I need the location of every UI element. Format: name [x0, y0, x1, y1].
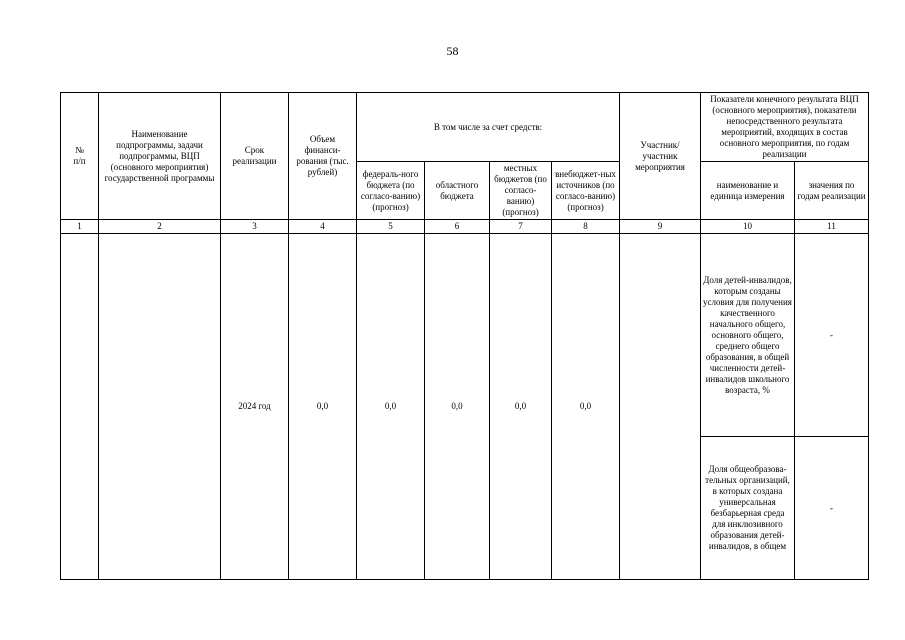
cell-local: 0,0 [490, 234, 552, 580]
header-total: Объем финанси-рования (тыс. рублей) [289, 93, 357, 220]
header-extrabudget: внебюджет-ных источников (по согласо-ванию) (прогноз) [552, 162, 620, 220]
cell-regional: 0,0 [425, 234, 490, 580]
cell-extrabudget: 0,0 [552, 234, 620, 580]
program-table [60, 92, 869, 580]
column-number: 8 [552, 220, 620, 234]
header-funding-group: В том числе за счет средств: [357, 93, 620, 162]
indicator-value: - [795, 437, 869, 580]
header-name: Наименование подпрограммы, задачи подпрограммы, ВЦП (основного мероприятия) государственной программы [99, 93, 221, 220]
cell-participant [620, 234, 701, 580]
column-number: 11 [795, 220, 869, 234]
header-participant: Участник/ участник мероприятия [620, 93, 701, 220]
column-number: 3 [221, 220, 289, 234]
column-number-row [61, 220, 869, 234]
column-number: 1 [61, 220, 99, 234]
column-number: 2 [99, 220, 221, 234]
cell-federal: 0,0 [357, 234, 425, 580]
header-indicator-value: значения по годам реализации [795, 162, 869, 220]
header-number: № п/п [61, 93, 99, 220]
header-regional: областного бюджета [425, 162, 490, 220]
column-number: 4 [289, 220, 357, 234]
header-federal: федераль-ного бюджета (по согласо-ванию) (прогноз) [357, 162, 425, 220]
cell-total: 0,0 [289, 234, 357, 580]
indicator-value: - [795, 234, 869, 437]
indicator-name: Доля общеобразова-тельных организаций, в которых создана универсальная безбарьерная среда для инклюзивного образования детей-инвалидов, в общем [701, 437, 795, 580]
page-number: 58 [446, 44, 459, 58]
column-number: 5 [357, 220, 425, 234]
header-indicator-name: наименование и единица измерения [701, 162, 795, 220]
cell-period: 2024 год [221, 234, 289, 580]
column-number: 7 [490, 220, 552, 234]
header-row-1 [61, 93, 869, 162]
indicator-name: Доля детей-инвалидов, которым созданы условия для получения качественного начального общего, основного общего, среднего общего образования, в общей численности детей-инвалидов школьного возраста, % [701, 234, 795, 437]
cell-name [99, 234, 221, 580]
header-period: Срок реализации [221, 93, 289, 220]
cell-number [61, 234, 99, 580]
header-indicators-group: Показатели конечного результата ВЦП (основного мероприятия), показатели непосредственного результата мероприятий, входящих в состав основного мероприятия, по годам реализации [701, 93, 869, 162]
column-number: 6 [425, 220, 490, 234]
column-number: 10 [701, 220, 795, 234]
data-row [61, 234, 869, 437]
column-number: 9 [620, 220, 701, 234]
header-local: местных бюджетов (по согласо-ванию) (прогноз) [490, 162, 552, 220]
